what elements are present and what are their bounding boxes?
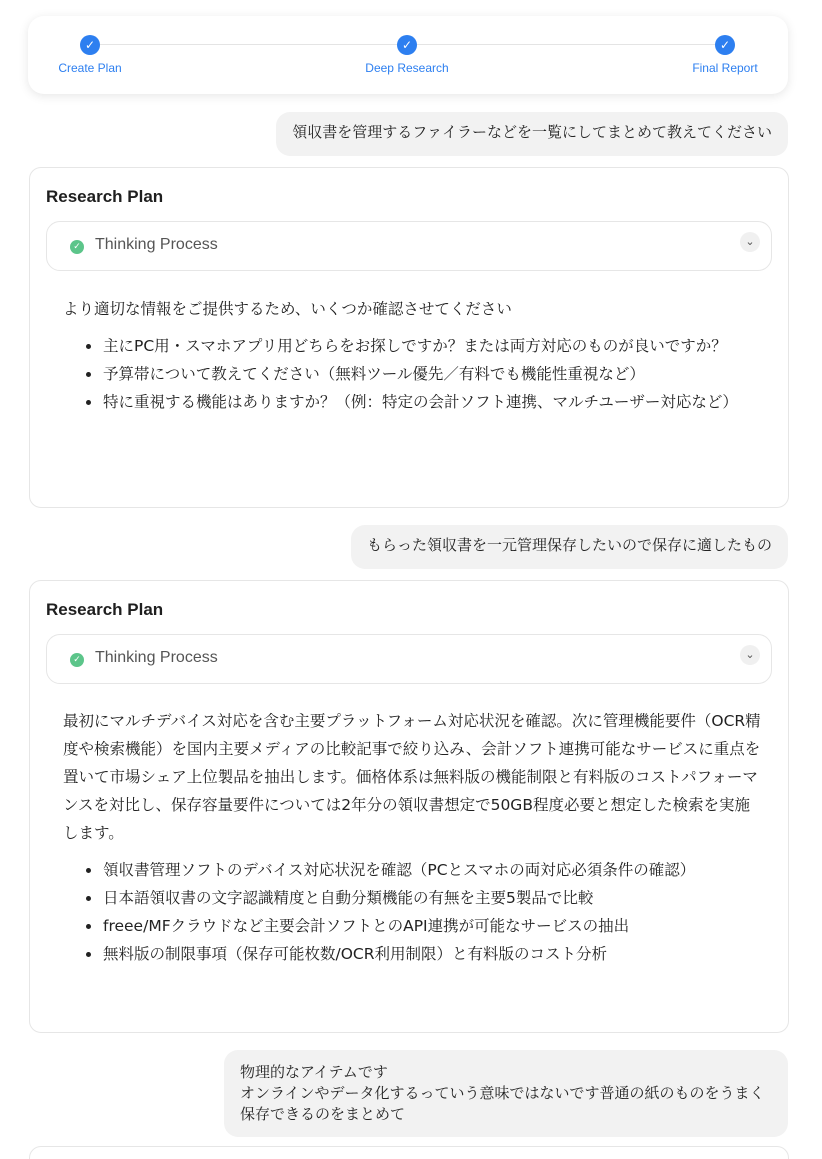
check-icon: ✓: [397, 35, 417, 55]
plan-intro: 最初にマルチデバイス対応を含む主要プラットフォーム対応状況を確認。次に管理機能要件（OCR精度や検索機能）を国内主要メディアの比較記事で絞り込み、会計ソフト連携可能なサービスに重点を置いて市場シェア上位製品を抽出します。価格体系は無料版の機能制限と有料版のコストパフォーマンスを対比し、保存容量要件については2年分の領収書想定で50GB程度必要と想定した検索を実施します。: [63, 712, 761, 842]
step-deep-research[interactable]: [347, 35, 467, 75]
card-title: Research Plan: [46, 600, 164, 619]
step-final-report[interactable]: [665, 35, 785, 75]
user-message-bubble: 領収書を管理するファイラーなどを一覧にしてまとめて教えてください: [276, 112, 788, 156]
thinking-process-label: Thinking Process: [95, 236, 218, 253]
plan-content: [63, 707, 763, 968]
card-title: Research Plan: [46, 187, 164, 206]
user-message-bubble: もらった領収書を一元管理保存したいので保存に適したもの: [351, 525, 788, 569]
thinking-process-toggle[interactable]: [46, 221, 772, 271]
chevron-down-icon[interactable]: ⌄: [740, 232, 760, 252]
list-item: 無料版の制限事項（保存可能枚数/OCR利用制限）と有料版のコスト分析: [63, 940, 763, 968]
research-plan-card: [29, 580, 789, 1033]
check-icon: ✓: [715, 35, 735, 55]
step-label: Deep Research: [365, 61, 449, 75]
chevron-down-icon[interactable]: ⌄: [740, 645, 760, 665]
research-plan-card: [29, 1146, 789, 1159]
list-item: 主にPC用・スマホアプリ用どちらをお探しですか？または両方対応のものが良いですか？: [63, 332, 763, 360]
thinking-process-label: Thinking Process: [95, 649, 218, 666]
list-item: 特に重視する機能はありますか？（例：特定の会計ソフト連携、マルチユーザー対応など）: [63, 388, 763, 416]
plan-content: [63, 295, 763, 416]
check-circle-icon: ✓: [70, 240, 84, 254]
plan-question-list: [63, 332, 763, 416]
user-message-bubble: [224, 1050, 788, 1137]
thinking-process-toggle[interactable]: [46, 634, 772, 684]
progress-stepper: [28, 16, 788, 94]
step-label: Final Report: [692, 61, 758, 75]
check-icon: ✓: [80, 35, 100, 55]
plan-step-list: [63, 856, 763, 968]
plan-intro: より適切な情報をご提供するため、いくつか確認させてください: [63, 300, 512, 318]
step-label: Create Plan: [58, 61, 122, 75]
list-item: 領収書管理ソフトのデバイス対応状況を確認（PCとスマホの両対応必須条件の確認）: [63, 856, 763, 884]
research-plan-card: [29, 167, 789, 508]
message-text: 物理的なアイテムです オンラインやデータ化するっていう意味ではないです普通の紙のものをうまく保存できるのをまとめて: [240, 1063, 765, 1123]
list-item: 予算帯について教えてください（無料ツール優先／有料でも機能性重視など）: [63, 360, 763, 388]
list-item: 日本語領収書の文字認識精度と自動分類機能の有無を主要5製品で比較: [63, 884, 763, 912]
step-create-plan[interactable]: [30, 35, 150, 75]
list-item: freee/MFクラウドなど主要会計ソフトとのAPI連携が可能なサービスの抽出: [63, 912, 763, 940]
check-circle-icon: ✓: [70, 653, 84, 667]
